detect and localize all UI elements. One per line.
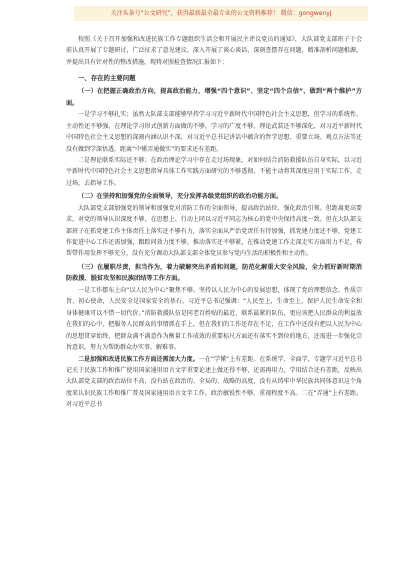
item3-paragraph-2-lead: 二是加强和改进民族工作方面还需加大力度。 bbox=[78, 355, 199, 363]
item3-paragraph-2 bbox=[66, 354, 362, 411]
intro-paragraph: 按照《关于召开加强和改进民族工作专题组织生活会和开展民主评议党员的通知》，大队部党支部班子于会前认真开展了专题研讨，广泛征求了意见建议，深入开展了谈心谈话，深刻查摆存在问题，精准剖析问题根源，并提出具有针对性的整改措施。现将对照检查情况汇报如下： bbox=[66, 36, 362, 66]
document-body bbox=[66, 34, 362, 411]
item2-paragraph-1: 大队部党支部加强党的领导和加强党对消防工作的全面领导，提高政治站位、强化政治引领。但距离更高要求，对党的领导认识深度不够，在思想上、行动上同以习近平同志为核心的党中央保持高度一致。但在大队部支部班子在抓党建工作主体责任上落实还不够有力，落实全面从严治党责任有待加强，抓党建力度还不够，党建工作促进中心工作还需加强，跟踪问效力度不够，推动落实还不够紧，在推动党建工作走深走实方面用力不足，传帮带作用发挥不够充分，没有充分调动大队部支部全体党员参与党内生活的积极性和主动性。 bbox=[66, 204, 362, 258]
item-heading-1: （一）在把握正确政治方向，提高政治能力，增强“四个意识”、坚定“四个自信”，做到“两个维护”方面。 bbox=[66, 88, 362, 107]
item1-paragraph-2: 二是理论联系实际还不够；在政治理论学习中存在走过场现象，对如何结合消防救援队伍自身实际，以习近平新时代中国特色社会主义思想指导具体工作实践方面研究的不够透彻，不能主动将其深度应用于实际工作，走过场，去指导工作。 bbox=[66, 157, 362, 187]
wechat-follow-banner[interactable]: 关注头条号“公文研究”，获得最新最全最专业的公文资料推荐！ 微信：gongwenyj bbox=[74, 6, 368, 21]
section-heading: 一、存在的主要问题 bbox=[78, 74, 136, 83]
item-heading-2: （二）在坚持和加强党的全面领导，充分发挥各级党组织的政治功能方面。 bbox=[78, 193, 283, 201]
item3-paragraph-1: 一是工作摆布上向“以人民为中心”聚焦不够。坚持以人民为中心的发展思想，体现了党的理想信念、性质宗旨、初心使命，人民安全是国家安全的基石。习近平总书记强调：“人民至上，生命至上，保护人民生命安全和身体健康可以不惜一切代价。”消防救援队伍是同老百姓贴的最近、联系最紧的队伍，更应该把人民群众的利益放在我们的心中，把服务人民群众的事情抓在手上，但在我们的工作还存在不足，在工作中还没有把以人民为中心的思想贯穿始终，把群众满不满意作为衡量工作成效的重要标尺方面还有落实不到位的地方，还需进一步强化宗旨意识，努力为帮助群众办实事、解难事。 bbox=[66, 287, 362, 352]
item1-paragraph-1: 一是学习不够扎实；虽然大队部支部能够坚持学习习近平新时代中国特色社会主义思想，但学习的系统性、主动性还不够强，在理论学习形式创新方面做的不够，学习的广度不够，理论武装还不够深化，对习近平新时代中国特色社会主义思想的深刻内涵认识不深，对习近平总书记讲话中蕴含的哲学思想、重要立场、观点方法等还没有做到学深悟透，距离“中懂弄通做实”的要求还有差距。 bbox=[66, 111, 362, 153]
item3-paragraph-2-text: 一在“学懂”上有差距。在系统学、全面学，专题学习近平总书记关于民族工作和推广使用国家通用语言文字重要论述上做还得不够，还需再用力，学用结合还有差距，反映出大队部党支部的政治站位不高，没有站在政治的、全局的、战略的高度，没有从铸牢中华民族共同体意识这个角度来认识民族工作和推广普及国家通用语言文字工作，政治敏锐性不够，重视程度不高。二在“弄通”上有差距。对习近平总书 bbox=[66, 355, 362, 409]
item-heading-3: （三）在履职尽责，担当作为，着力破解突出矛盾和问题，防范化解重大安全风险，全力抓好新时期消防救援、脱贫攻坚和民族团结等工作方面。 bbox=[66, 263, 362, 283]
